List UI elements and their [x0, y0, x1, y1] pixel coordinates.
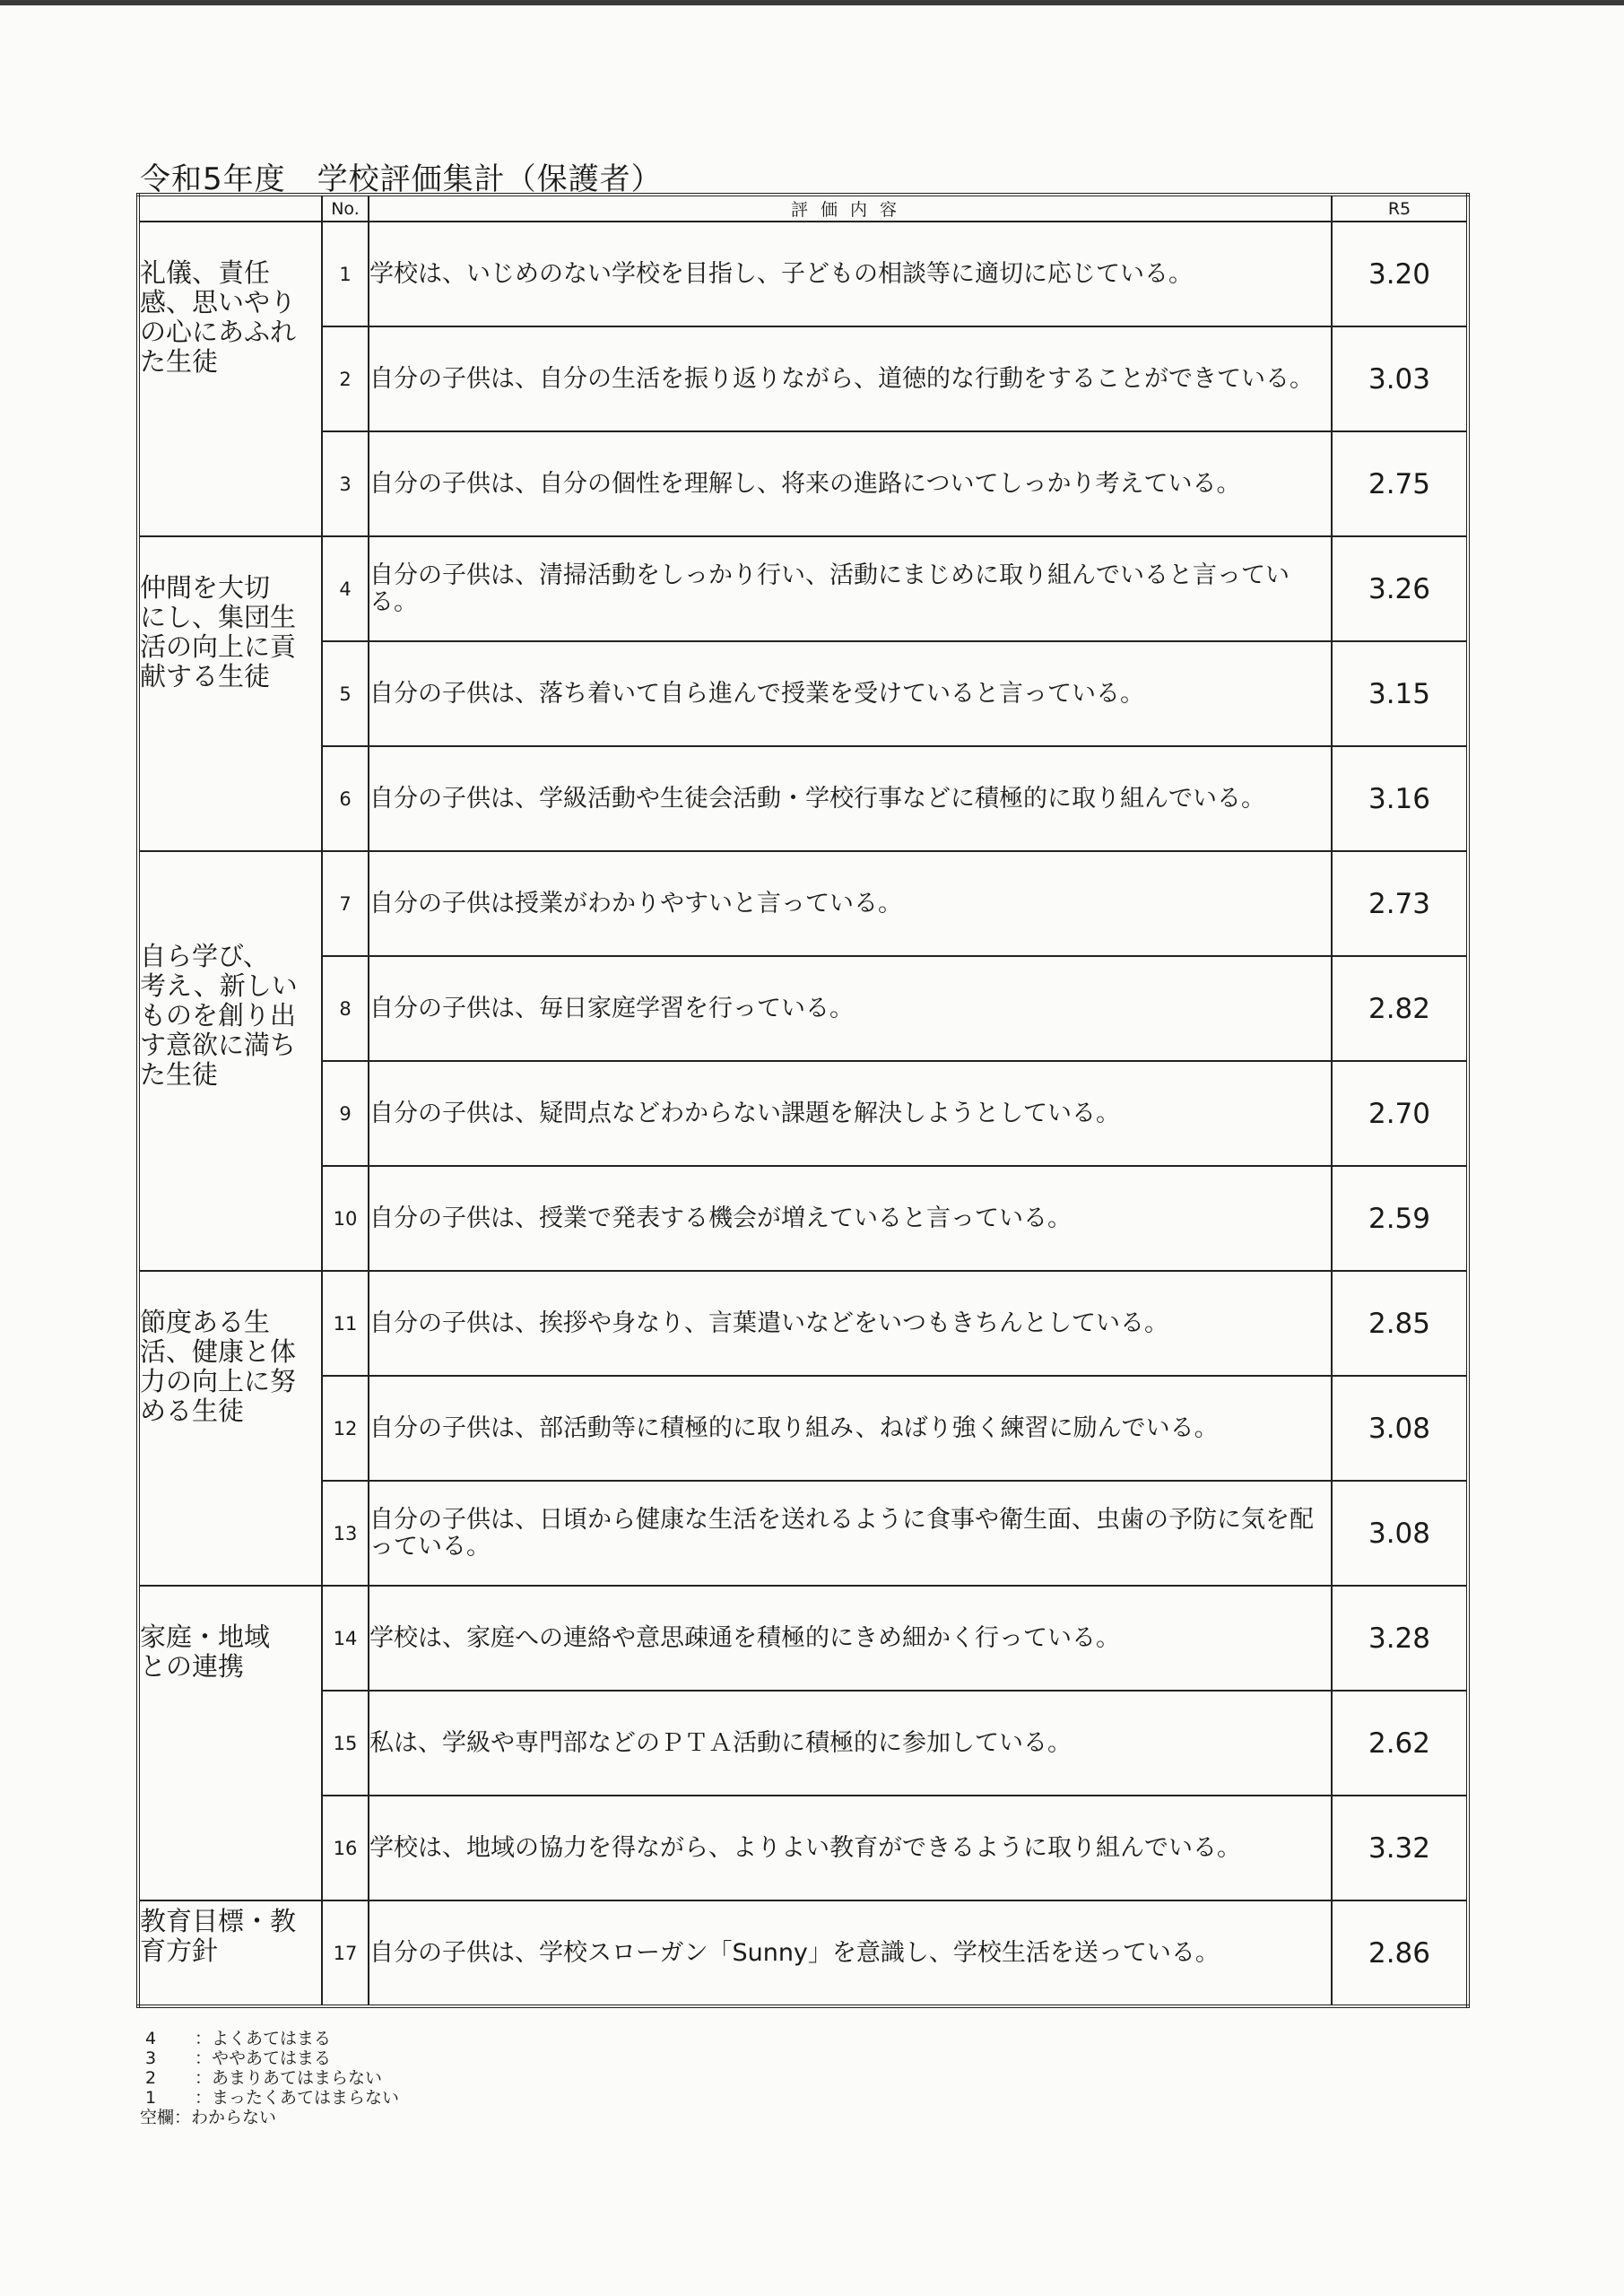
category-label: 家庭・地域 との連携 — [140, 1622, 271, 1682]
category-label: 仲間を大切 にし、集団生 活の向上に貢 献する生徒 — [140, 572, 297, 691]
legend-key: 3 — [145, 2048, 157, 2068]
item-score: 2.85 — [1332, 1271, 1468, 1376]
item-score: 3.08 — [1332, 1481, 1468, 1586]
table-row — [138, 1166, 1468, 1271]
legend-text: ：ややあてはまる — [195, 2048, 332, 2068]
item-text: 自分の子供は、毎日家庭学習を行っている。 — [369, 956, 1332, 1061]
table-row — [138, 1691, 1468, 1796]
table-header-row — [138, 195, 1468, 222]
table-row — [138, 641, 1468, 746]
item-number: 15 — [322, 1691, 369, 1796]
item-text: 私は、学級や専門部などのＰＴＡ活動に積極的に参加している。 — [369, 1691, 1332, 1796]
category-label: 節度ある生 活、健康と体 力の向上に努 める生徒 — [140, 1307, 297, 1426]
item-number: 6 — [322, 746, 369, 851]
category-cell — [138, 1900, 322, 2006]
item-score: 3.15 — [1332, 641, 1468, 746]
table-row — [138, 1900, 1468, 2006]
table-row — [138, 1376, 1468, 1481]
item-text: 自分の子供は、部活動等に積極的に取り組み、ねばり強く練習に励んでいる。 — [369, 1376, 1332, 1481]
table-row — [138, 431, 1468, 536]
item-number: 17 — [322, 1900, 369, 2006]
category-label: 教育目標・教 育方針 — [140, 1906, 297, 1966]
item-number: 11 — [322, 1271, 369, 1376]
category-cell — [138, 851, 322, 1271]
table-row — [138, 536, 1468, 641]
item-text: 自分の子供は、学校スローガン「Sunny」を意識し、学校生活を送っている。 — [369, 1900, 1332, 2006]
item-text: 自分の子供は、落ち着いて自ら進んで授業を受けていると言っている。 — [369, 641, 1332, 746]
item-score: 3.28 — [1332, 1586, 1468, 1691]
header-content: 評価内容 — [369, 195, 1332, 222]
category-cell — [138, 222, 322, 536]
table-row — [138, 1796, 1468, 1900]
table-row — [138, 1586, 1468, 1691]
item-text: 学校は、地域の協力を得ながら、よりよい教育ができるように取り組んでいる。 — [369, 1796, 1332, 1900]
table-row — [138, 746, 1468, 851]
evaluation-table — [136, 193, 1470, 2008]
item-number: 10 — [322, 1166, 369, 1271]
table-row — [138, 956, 1468, 1061]
table-body — [138, 222, 1468, 2006]
legend-key: 4 — [145, 2029, 157, 2048]
category-cell — [138, 1586, 322, 1900]
item-number: 13 — [322, 1481, 369, 1586]
legend-item — [140, 2048, 399, 2068]
item-text: 自分の子供は、疑問点などわからない課題を解決しようとしている。 — [369, 1061, 1332, 1166]
item-score: 3.16 — [1332, 746, 1468, 851]
item-score: 3.08 — [1332, 1376, 1468, 1481]
item-text: 自分の子供は、挨拶や身なり、言葉遣いなどをいつもきちんとしている。 — [369, 1271, 1332, 1376]
item-score: 2.73 — [1332, 851, 1468, 956]
legend-key: 空欄 — [140, 2108, 175, 2127]
item-number: 9 — [322, 1061, 369, 1166]
item-number: 7 — [322, 851, 369, 956]
legend-item — [140, 2029, 399, 2048]
legend-item — [140, 2088, 399, 2108]
item-text: 自分の子供は、日頃から健康な生活を送れるように食事や衛生面、虫歯の予防に気を配っている。 — [369, 1481, 1332, 1586]
item-number: 14 — [322, 1586, 369, 1691]
item-score: 2.70 — [1332, 1061, 1468, 1166]
item-text: 学校は、家庭への連絡や意思疎通を積極的にきめ細かく行っている。 — [369, 1586, 1332, 1691]
item-number: 4 — [322, 536, 369, 641]
legend-key: 1 — [145, 2088, 157, 2108]
legend-item — [140, 2108, 399, 2127]
category-cell — [138, 536, 322, 851]
item-score: 3.26 — [1332, 536, 1468, 641]
header-no: No. — [322, 195, 369, 222]
table-row — [138, 851, 1468, 956]
table-row — [138, 222, 1468, 326]
item-score: 3.32 — [1332, 1796, 1468, 1900]
item-text: 自分の子供は、自分の個性を理解し、将来の進路についてしっかり考えている。 — [369, 431, 1332, 536]
item-text: 学校は、いじめのない学校を目指し、子どもの相談等に適切に応じている。 — [369, 222, 1332, 326]
item-text: 自分の子供は、自分の生活を振り返りながら、道徳的な行動をすることができている。 — [369, 326, 1332, 431]
item-text: 自分の子供は授業がわかりやすいと言っている。 — [369, 851, 1332, 956]
item-number: 2 — [322, 326, 369, 431]
item-text: 自分の子供は、清掃活動をしっかり行い、活動にまじめに取り組んでいると言っている。 — [369, 536, 1332, 641]
item-number: 3 — [322, 431, 369, 536]
legend — [140, 2029, 399, 2127]
legend-item — [140, 2068, 399, 2088]
item-text: 自分の子供は、授業で発表する機会が増えていると言っている。 — [369, 1166, 1332, 1271]
category-label: 礼儀、責任 感、思いやり の心にあふれ た生徒 — [140, 257, 297, 377]
item-number: 1 — [322, 222, 369, 326]
table-row — [138, 1061, 1468, 1166]
item-score: 2.59 — [1332, 1166, 1468, 1271]
item-text: 自分の子供は、学級活動や生徒会活動・学校行事などに積極的に取り組んでいる。 — [369, 746, 1332, 851]
item-number: 8 — [322, 956, 369, 1061]
legend-key: 2 — [145, 2068, 157, 2088]
legend-text: ：わからない — [174, 2108, 277, 2127]
header-category — [138, 195, 322, 222]
legend-text: ：あまりあてはまらない — [195, 2068, 383, 2088]
category-cell — [138, 1271, 322, 1586]
item-score: 3.20 — [1332, 222, 1468, 326]
item-number: 5 — [322, 641, 369, 746]
legend-text: ：よくあてはまる — [195, 2029, 332, 2048]
table-row — [138, 326, 1468, 431]
legend-text: ：まったくあてはまらない — [195, 2088, 400, 2108]
header-year: R5 — [1332, 195, 1468, 222]
item-score: 2.75 — [1332, 431, 1468, 536]
item-score: 2.86 — [1332, 1900, 1468, 2006]
item-score: 2.82 — [1332, 956, 1468, 1061]
category-label: 自ら学び、 考え、新しい ものを創り出 す意欲に満ち た生徒 — [140, 941, 298, 1090]
item-score: 2.62 — [1332, 1691, 1468, 1796]
item-score: 3.03 — [1332, 326, 1468, 431]
table-row — [138, 1481, 1468, 1586]
item-number: 16 — [322, 1796, 369, 1900]
page-top-rule — [0, 0, 1624, 5]
page-title: 令和5年度 学校評価集計（保護者） — [140, 161, 663, 197]
table-row — [138, 1271, 1468, 1376]
item-number: 12 — [322, 1376, 369, 1481]
